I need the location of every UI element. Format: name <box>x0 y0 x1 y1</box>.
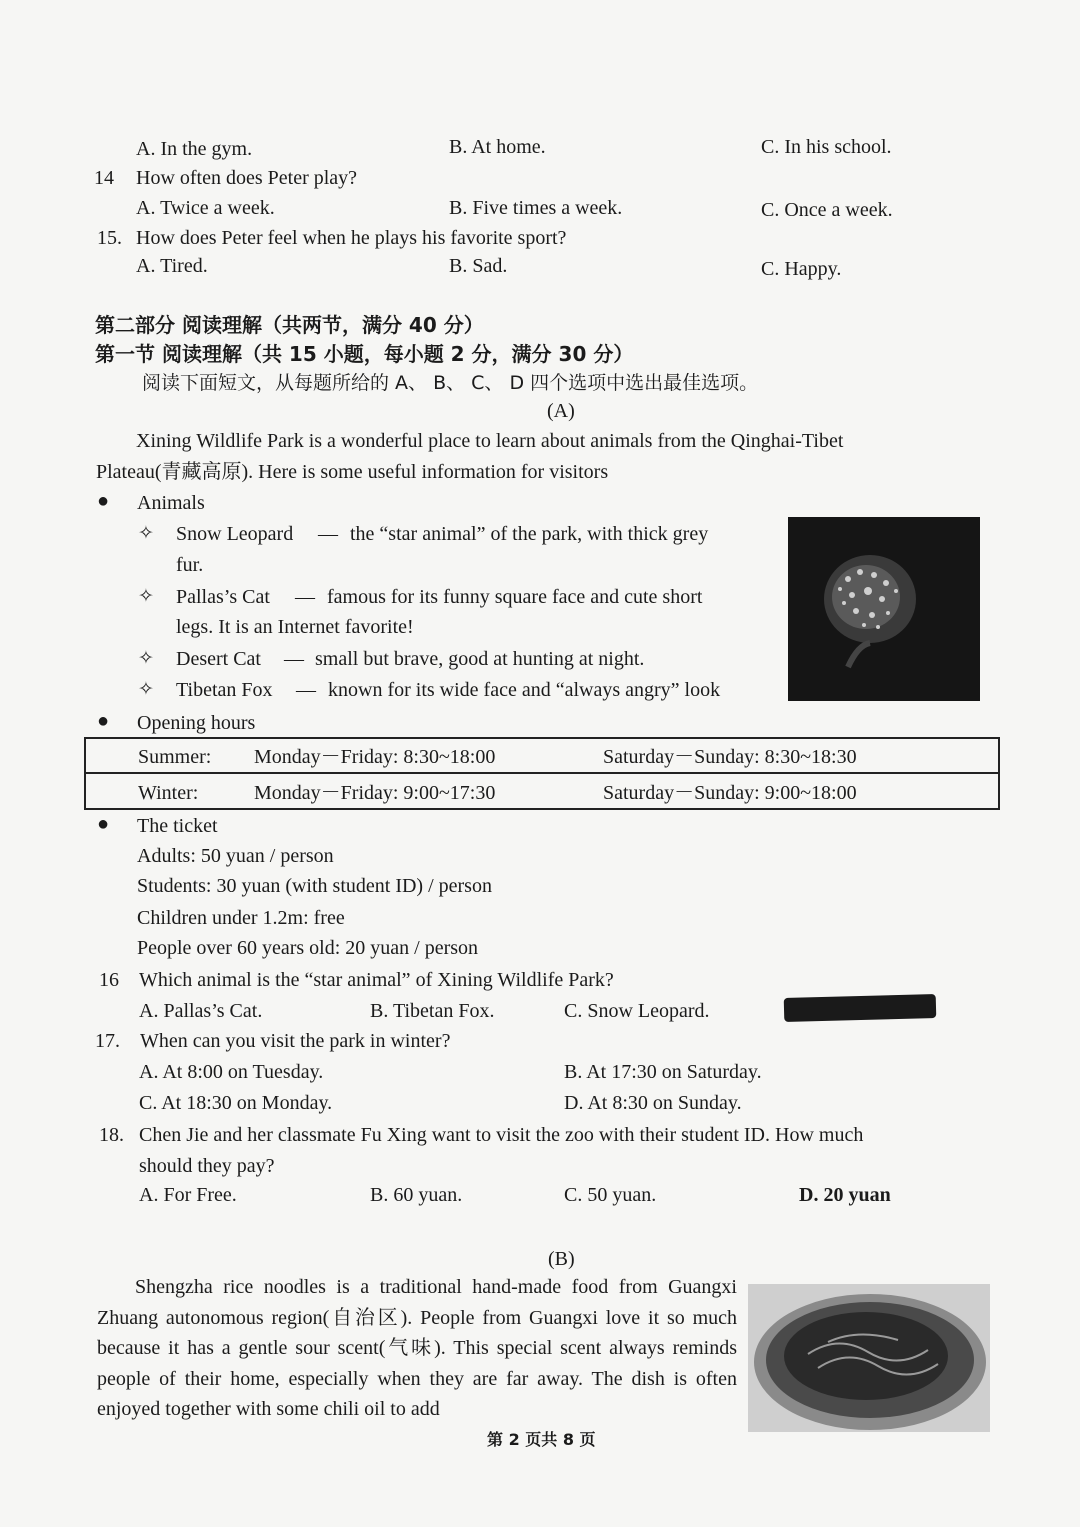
passage-a-intro-2: Plateau(青藏高原). Here is some useful information for visitors <box>96 461 609 483</box>
q18-option-a: A. For Free. <box>139 1184 237 1206</box>
q18-option-d: D. 20 yuan <box>799 1184 891 1206</box>
q15-option-b: B. Sad. <box>449 255 508 277</box>
q18-question-1: Chen Jie and her classmate Fu Xing want to visit the zoo with their student ID. How much <box>139 1124 864 1146</box>
diamond-icon: ✧ <box>138 648 154 669</box>
hours-weekday: Monday－Friday: 9:00~17:30 <box>254 782 496 804</box>
animal-desc-3: small but brave, good at hunting at night. <box>315 648 645 670</box>
animal-desc-1b: fur. <box>176 554 204 576</box>
animal-desc-4: known for its wide face and “always angry” look <box>328 679 721 701</box>
snow-leopard-image <box>788 517 980 701</box>
hours-weekend: Saturday－Sunday: 9:00~18:00 <box>603 782 857 804</box>
hours-row-summer <box>84 737 1000 774</box>
diamond-icon: ✧ <box>138 586 154 607</box>
animal-dash-4: — <box>296 679 316 701</box>
ticket-heading: The ticket <box>137 815 218 837</box>
q15-option-a: A. Tired. <box>136 255 208 277</box>
q15-number: 15. <box>97 227 122 249</box>
hours-season: Summer: <box>138 746 212 768</box>
animal-dash-2: — <box>295 586 315 608</box>
q17-option-c: C. At 18:30 on Monday. <box>139 1092 333 1114</box>
diamond-icon: ✧ <box>138 523 154 544</box>
q17-question: When can you visit the park in winter? <box>140 1030 451 1052</box>
animal-name-2: Pallas’s Cat <box>176 586 270 608</box>
q17-option-d: D. At 8:30 on Sunday. <box>564 1092 742 1114</box>
animal-name-3: Desert Cat <box>176 648 261 670</box>
q18-question-2: should they pay? <box>139 1155 275 1177</box>
q18-option-b: B. 60 yuan. <box>370 1184 463 1206</box>
snow-leopard-photo <box>788 517 980 701</box>
ticket-children: Children under 1.2m: free <box>137 907 345 929</box>
q16-number: 16 <box>99 969 119 991</box>
q15-option-c: C. Happy. <box>761 258 842 280</box>
rice-noodles-photo <box>748 1284 990 1432</box>
animal-name-4: Tibetan Fox <box>176 679 273 701</box>
passage-b-text <box>97 1272 737 1425</box>
q14-option-c: C. Once a week. <box>761 199 893 221</box>
q14-option-a: A. Twice a week. <box>136 197 275 219</box>
part2-title: 第二部分 阅读理解（共两节，满分 40 分） <box>95 313 484 337</box>
q16-option-c: C. Snow Leopard. <box>564 1000 710 1022</box>
hours-weekend: Saturday－Sunday: 8:30~18:30 <box>603 746 857 768</box>
reading-instruction: 阅读下面短文，从每题所给的 A、 B、 C、 D 四个选项中选出最佳选项。 <box>142 372 759 394</box>
animal-dash-1: — <box>318 523 338 545</box>
animal-name-1: Snow Leopard <box>176 523 294 545</box>
q16-option-a: A. Pallas’s Cat. <box>139 1000 263 1022</box>
q14-option-b: B. Five times a week. <box>449 197 623 219</box>
animal-desc-2: famous for its funny square face and cute short <box>327 586 703 608</box>
animals-heading: Animals <box>137 492 205 514</box>
q13-option-c: C. In his school. <box>761 136 892 158</box>
hours-heading: Opening hours <box>137 712 256 734</box>
q17-option-a: A. At 8:00 on Tuesday. <box>139 1061 324 1083</box>
ticket-adults: Adults: 50 yuan / person <box>137 845 334 867</box>
rice-noodles-image <box>748 1284 990 1432</box>
q18-number: 18. <box>99 1124 124 1146</box>
q17-option-b: B. At 17:30 on Saturday. <box>564 1061 762 1083</box>
animal-desc-2b: legs. It is an Internet favorite! <box>176 616 414 638</box>
q16-question: Which animal is the “star animal” of Xining Wildlife Park? <box>139 969 614 991</box>
passage-b-paragraph: Shengzha rice noodles is a traditional hand-made food from Guangxi Zhuang autonomous region(自治区). People from Guangxi love it so much because it has a gentle sour scent(气味). This special scent always reminds people of their home, especially when they are far away. The dish is often enjoyed together with some chili oil to add <box>97 1276 737 1420</box>
animal-desc-1: the “star animal” of the park, with thick grey <box>350 523 709 545</box>
diamond-icon: ✧ <box>138 679 154 700</box>
q16-option-b: B. Tibetan Fox. <box>370 1000 495 1022</box>
hours-season: Winter: <box>138 782 199 804</box>
q14-question: How often does Peter play? <box>136 167 358 189</box>
q13-option-a: A. In the gym. <box>136 138 253 160</box>
q17-number: 17. <box>95 1030 120 1052</box>
ticket-students: Students: 30 yuan (with student ID) / person <box>137 875 492 897</box>
redacted-option-d <box>784 994 937 1022</box>
bullet-icon: ● <box>97 490 110 512</box>
passage-a-intro-1: Xining Wildlife Park is a wonderful place to learn about animals from the Qinghai-Tibet <box>136 430 844 452</box>
passage-b-label: (B) <box>548 1248 575 1270</box>
q15-question: How does Peter feel when he plays his favorite sport? <box>136 227 567 249</box>
passage-a-label: (A) <box>547 400 575 422</box>
bullet-icon: ● <box>97 710 110 732</box>
bullet-icon: ● <box>97 813 110 835</box>
ticket-seniors: People over 60 years old: 20 yuan / person <box>137 937 479 959</box>
section1-title: 第一节 阅读理解（共 15 小题，每小题 2 分，满分 30 分） <box>95 342 634 366</box>
q14-number: 14 <box>94 167 114 189</box>
q18-option-c: C. 50 yuan. <box>564 1184 657 1206</box>
page-number: 第 2 页共 8 页 <box>487 1430 596 1449</box>
animal-dash-3: — <box>284 648 304 670</box>
q13-option-b: B. At home. <box>449 136 546 158</box>
hours-row-winter <box>84 772 1000 810</box>
hours-weekday: Monday－Friday: 8:30~18:00 <box>254 746 496 768</box>
